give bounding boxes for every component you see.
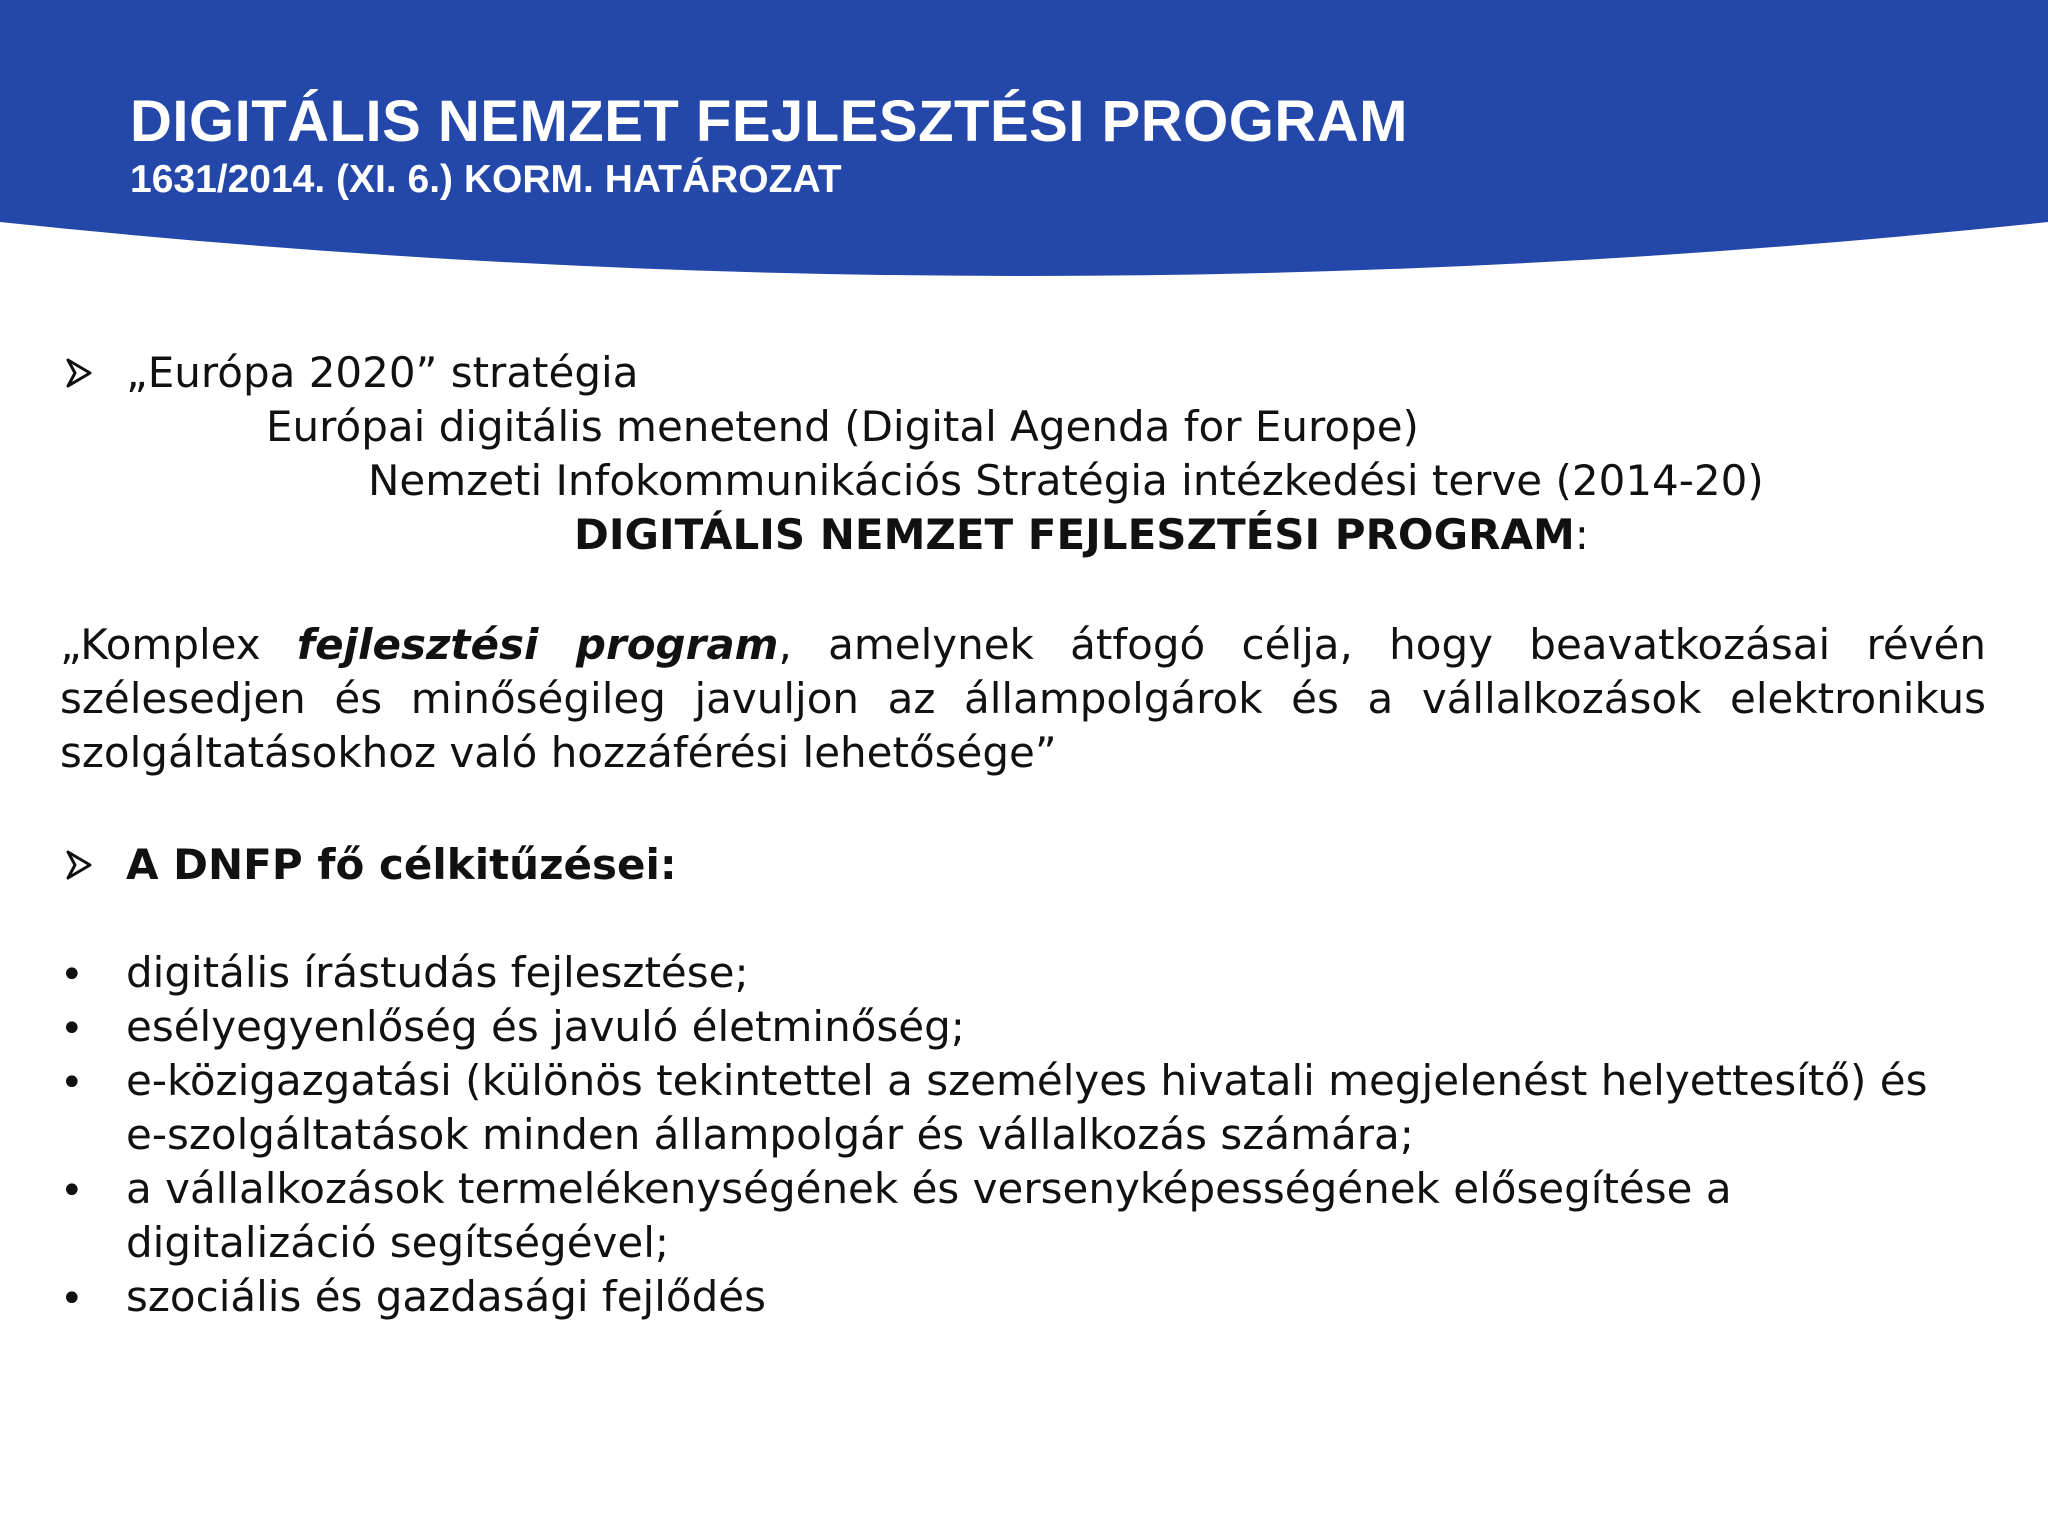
intro-line-4 [574, 508, 1589, 562]
slide-title: DIGITÁLIS NEMZET FEJLESZTÉSI PROGRAM [130, 89, 1408, 154]
intro-line-1: „Európa 2020” stratégia [126, 348, 639, 397]
slide-subtitle: 1631/2014. (XI. 6.) KORM. HATÁROZAT [130, 158, 842, 201]
goal-item: e-közigazgatási (különös tekintettel a személyes hivatali megjelenést helyettesítő) és [126, 1056, 1928, 1105]
goal-item: esélyegyenlőség és javuló életminőség; [126, 1002, 965, 1051]
goal-item: digitális írástudás fejlesztése; [126, 948, 749, 997]
bullet-dot: • [60, 952, 84, 998]
quote-paragraph [60, 618, 1986, 780]
bullet-dot: • [60, 1276, 84, 1322]
bullet-dot: • [60, 1060, 84, 1106]
intro-line-2: Európai digitális menetend (Digital Agenda for Europe) [266, 402, 1419, 451]
goal-item-continued: e-szolgáltatások minden állampolgár és vállalkozás számára; [126, 1110, 1414, 1159]
quote-emphasis: fejlesztési program [296, 620, 779, 669]
goals-heading: A DNFP fő célkitűzései: [126, 840, 677, 889]
bullet-dot: • [60, 1168, 84, 1214]
goal-item: a vállalkozások termelékenységének és versenyképességének elősegítése a [126, 1164, 1732, 1213]
arrow-bullet-icon [66, 358, 92, 388]
bullet-dot: • [60, 1006, 84, 1052]
program-name-colon: : [1574, 510, 1589, 559]
arrow-bullet-icon [66, 850, 92, 880]
quote-prefix: „Komplex [60, 620, 297, 669]
goal-item: szociális és gazdasági fejlődés [126, 1272, 766, 1321]
quote-rest: , amelynek átfogó célja, hogy beavatkozásai révén szélesedjen és minőségileg javuljon az állampolgárok és a vállalkozások elektronikus szolgáltatásokhoz való hozzáférési lehetősége” [60, 620, 1986, 777]
goal-item-continued: digitalizáció segítségével; [126, 1218, 670, 1267]
program-name: DIGITÁLIS NEMZET FEJLESZTÉSI PROGRAM [574, 510, 1575, 559]
intro-line-3: Nemzeti Infokommunikációs Stratégia intézkedési terve (2014-20) [368, 456, 1764, 505]
